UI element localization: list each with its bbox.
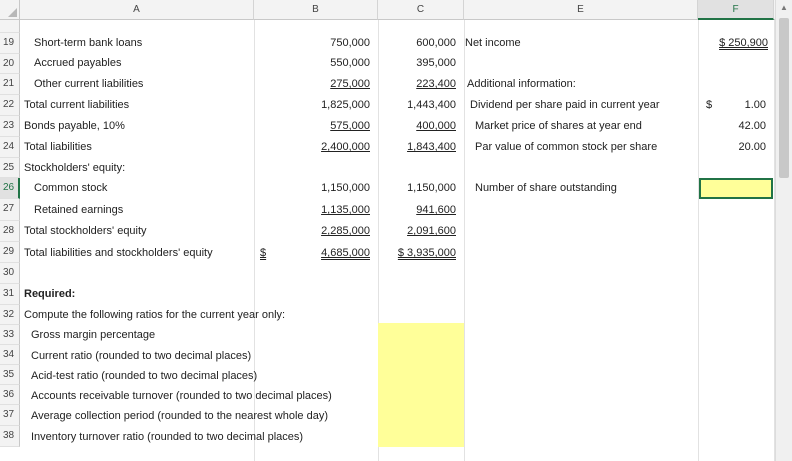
selected-cell-f26[interactable] <box>699 178 773 199</box>
cell-a29[interactable]: Total liabilities and stockholders' equity <box>24 247 213 259</box>
row-header-20[interactable]: 20 <box>0 54 20 74</box>
cell-b29[interactable]: 4,685,000 <box>321 247 370 259</box>
cell-f23[interactable]: 42.00 <box>738 120 766 132</box>
cell-d22[interactable]: Dividend per share paid in current year <box>470 99 660 111</box>
answer-input-area[interactable] <box>378 323 464 447</box>
row-header-25[interactable]: 25 <box>0 158 20 178</box>
row-header-24[interactable]: 24 <box>0 137 20 158</box>
row-header-38[interactable]: 38 <box>0 426 20 447</box>
cell-c20[interactable]: 395,000 <box>416 57 456 69</box>
row-header-29[interactable]: 29 <box>0 242 20 263</box>
row-header-28[interactable]: 28 <box>0 221 20 242</box>
cell-a23[interactable]: Bonds payable, 10% <box>24 120 125 132</box>
row-header-32[interactable]: 32 <box>0 305 20 325</box>
cell-b27[interactable]: 1,135,000 <box>321 204 370 216</box>
column-header-f[interactable]: F <box>698 0 774 20</box>
cell-b28[interactable]: 2,285,000 <box>321 225 370 237</box>
cell-f22[interactable]: 1.00 <box>744 99 766 111</box>
cell-b20[interactable]: 550,000 <box>330 57 370 69</box>
cell-a37[interactable]: Average collection period (rounded to the nearest whole day) <box>31 410 328 422</box>
cell-c21[interactable]: 223,400 <box>416 78 456 90</box>
cell-f24[interactable]: 20.00 <box>738 141 766 153</box>
row-header-27[interactable]: 27 <box>0 199 20 221</box>
cell-b24[interactable]: 2,400,000 <box>321 141 370 153</box>
cell-b21[interactable]: 275,000 <box>330 78 370 90</box>
cell-b26[interactable]: 1,150,000 <box>321 182 370 194</box>
gridline <box>464 20 465 461</box>
row-header-22[interactable]: 22 <box>0 95 20 116</box>
cell-a26[interactable]: Common stock <box>34 182 108 194</box>
row-header-21[interactable]: 21 <box>0 74 20 95</box>
row-header-31[interactable]: 31 <box>0 284 20 305</box>
row-header-26[interactable]: 26 <box>0 178 20 199</box>
cell-d26[interactable]: Number of share outstanding <box>475 182 617 194</box>
cell-a31[interactable]: Required: <box>24 288 76 300</box>
cell-a20[interactable]: Accrued payables <box>34 57 122 69</box>
cell-c19[interactable]: 600,000 <box>416 37 456 49</box>
cell-a35[interactable]: Acid-test ratio (rounded to two decimal places) <box>31 370 258 382</box>
column-header-a[interactable]: A <box>20 0 254 20</box>
cell-c23[interactable]: 400,000 <box>416 120 456 132</box>
cell-d21[interactable]: Additional information: <box>467 78 576 90</box>
cell-a28[interactable]: Total stockholders' equity <box>24 225 147 237</box>
cell-c29[interactable]: $ 3,935,000 <box>397 247 456 259</box>
cell-b23[interactable]: 575,000 <box>330 120 370 132</box>
cell-a21[interactable]: Other current liabilities <box>34 78 144 90</box>
cell-a36[interactable]: Accounts receivable turnover (rounded to two decimal places) <box>31 390 332 402</box>
gridline <box>698 20 699 461</box>
column-header-c[interactable]: C <box>378 0 464 20</box>
cell-a27[interactable]: Retained earnings <box>34 204 124 216</box>
scroll-up-arrow-icon[interactable]: ▲ <box>780 3 788 12</box>
cell-a29-currency: $ <box>260 247 267 259</box>
cell-b22[interactable]: 1,825,000 <box>321 99 370 111</box>
row-header-36[interactable]: 36 <box>0 385 20 405</box>
row-header-18-partial[interactable] <box>0 20 20 33</box>
row-header-34[interactable]: 34 <box>0 345 20 365</box>
column-header-e[interactable]: E <box>464 0 698 20</box>
cell-d23[interactable]: Market price of shares at year end <box>475 120 642 132</box>
row-header-19[interactable]: 19 <box>0 33 20 54</box>
select-all-icon <box>8 8 17 17</box>
cell-d24[interactable]: Par value of common stock per share <box>475 141 658 153</box>
cell-a34[interactable]: Current ratio (rounded to two decimal places) <box>31 350 252 362</box>
cell-c27[interactable]: 941,600 <box>416 204 456 216</box>
row-header-23[interactable]: 23 <box>0 116 20 137</box>
cell-d19[interactable]: Net income <box>465 37 521 49</box>
cell-c26[interactable]: 1,150,000 <box>407 182 456 194</box>
cell-a24[interactable]: Total liabilities <box>24 141 92 153</box>
scrollbar-thumb[interactable] <box>779 18 789 178</box>
column-header-b[interactable]: B <box>254 0 378 20</box>
cell-a25[interactable]: Stockholders' equity: <box>24 162 126 174</box>
cell-b19[interactable]: 750,000 <box>330 37 370 49</box>
row-header-37[interactable]: 37 <box>0 405 20 426</box>
cell-c28[interactable]: 2,091,600 <box>407 225 456 237</box>
cell-a22[interactable]: Total current liabilities <box>24 99 130 111</box>
cell-a38[interactable]: Inventory turnover ratio (rounded to two decimal places) <box>31 431 304 443</box>
row-header-30[interactable]: 30 <box>0 263 20 284</box>
cell-c22[interactable]: 1,443,400 <box>407 99 456 111</box>
row-header-33[interactable]: 33 <box>0 325 20 345</box>
row-header-35[interactable]: 35 <box>0 365 20 385</box>
select-all-corner[interactable] <box>0 0 20 20</box>
cell-e22[interactable]: $ <box>706 99 713 111</box>
cell-a19[interactable]: Short-term bank loans <box>34 37 143 49</box>
cell-a32[interactable]: Compute the following ratios for the current year only: <box>24 309 286 321</box>
cell-a33[interactable]: Gross margin percentage <box>31 329 156 341</box>
cell-f19[interactable]: $ 250,900 <box>719 37 768 49</box>
cell-c24[interactable]: 1,843,400 <box>407 141 456 153</box>
vertical-scrollbar[interactable] <box>775 0 792 461</box>
